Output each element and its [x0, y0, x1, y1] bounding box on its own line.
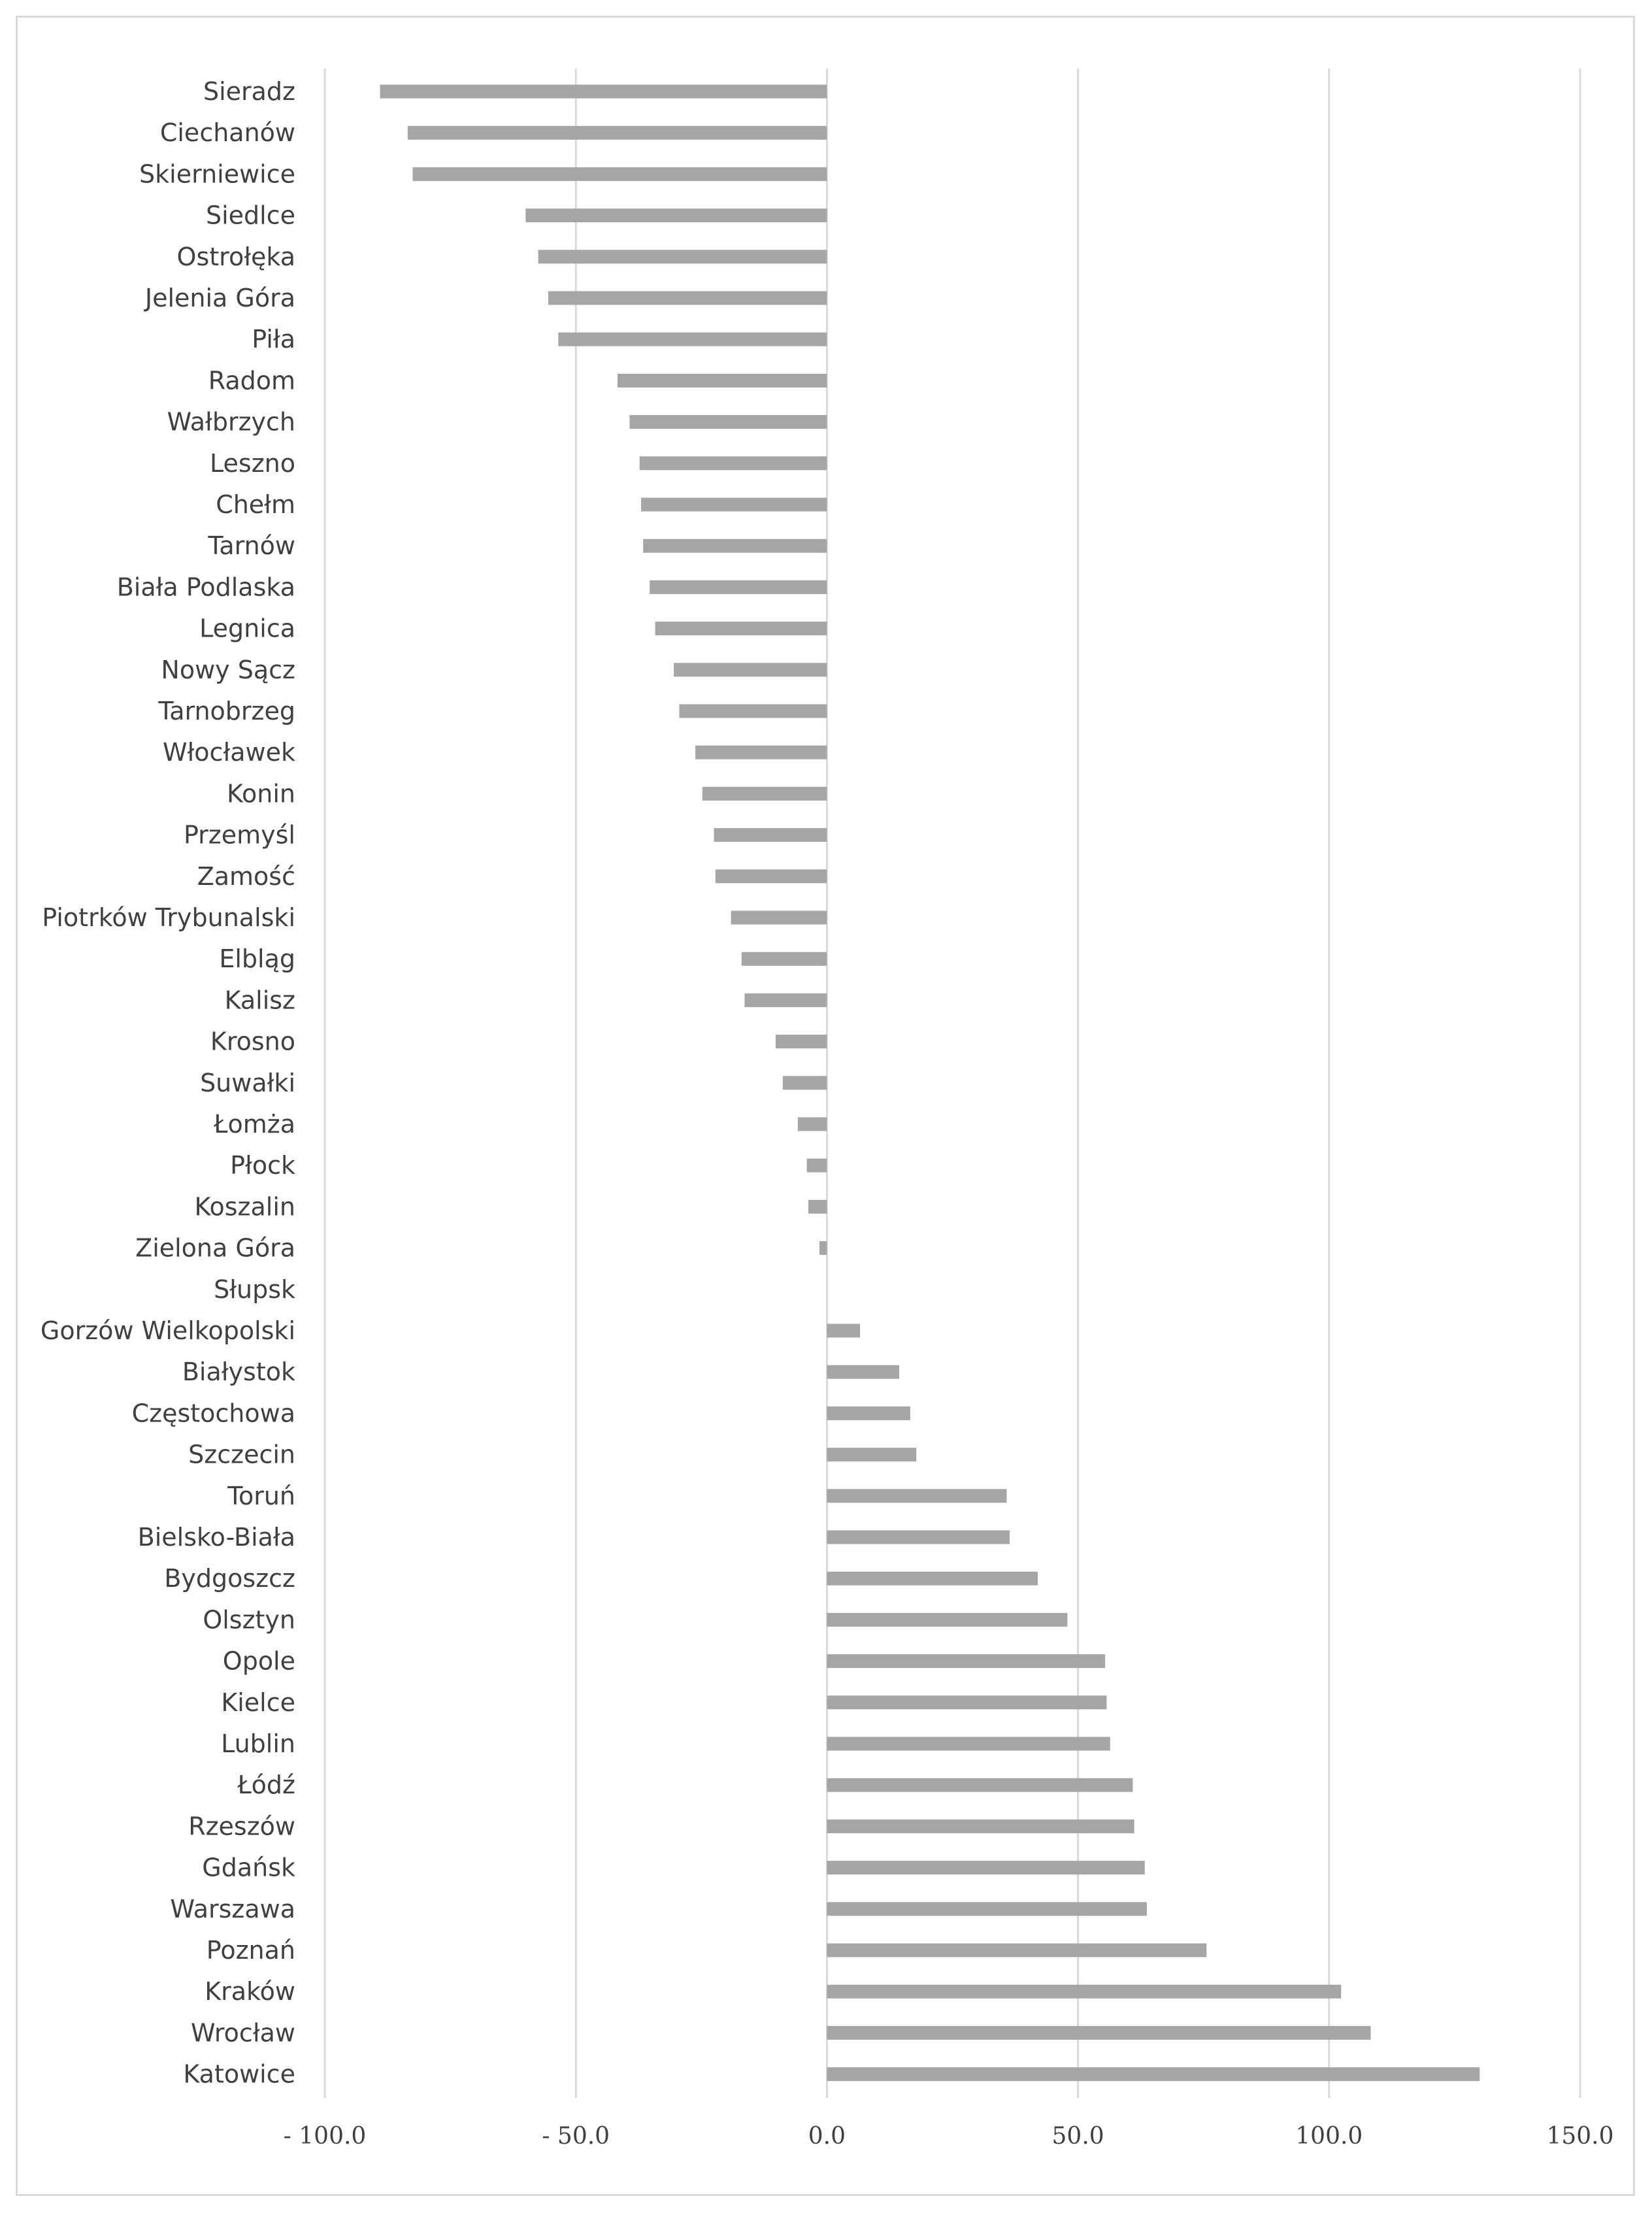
category-label: Rzeszów: [188, 1812, 295, 1841]
bar: [742, 952, 827, 966]
category-label: Radom: [208, 366, 295, 395]
category-label: Piotrków Trybunalski: [42, 903, 295, 932]
bar: [827, 1489, 1006, 1503]
category-label: Suwałki: [200, 1068, 295, 1097]
bar: [702, 787, 827, 801]
x-tick-label: - 50.0: [542, 2123, 610, 2150]
category-label: Zielona Góra: [135, 1233, 295, 1263]
category-label: Katowice: [183, 2059, 295, 2089]
bar: [827, 1531, 1010, 1544]
category-label: Szczecin: [188, 1440, 295, 1469]
category-label: Bielsko-Biała: [137, 1523, 295, 1552]
category-label: Wałbrzych: [167, 407, 295, 437]
category-label: Wrocław: [191, 2018, 295, 2048]
category-label: Siedlce: [205, 201, 295, 230]
x-tick-label: 150.0: [1546, 2123, 1614, 2150]
category-label: Koszalin: [194, 1192, 295, 1222]
bar: [827, 1985, 1341, 1999]
bar: [827, 1572, 1038, 1586]
category-label: Konin: [226, 779, 295, 808]
bar: [640, 456, 827, 470]
category-label: Nowy Sącz: [161, 655, 295, 684]
category-label: Krosno: [210, 1027, 295, 1056]
category-label: Toruń: [227, 1481, 295, 1510]
bar: [827, 1324, 860, 1338]
bar: [679, 705, 827, 718]
bar: [827, 1695, 1106, 1709]
category-label: Tarnów: [208, 531, 295, 561]
category-label: Warszawa: [170, 1894, 295, 1923]
bar: [558, 333, 827, 346]
bar: [408, 126, 827, 140]
bar: [827, 2026, 1370, 2040]
category-label: Lublin: [221, 1729, 295, 1758]
category-label: Słupsk: [214, 1274, 295, 1304]
bar: [827, 1861, 1144, 1874]
bar: [827, 1902, 1146, 1916]
category-label: Ostrołęka: [176, 242, 295, 271]
bar: [827, 1654, 1105, 1668]
category-label: Skierniewice: [139, 159, 295, 189]
category-label: Biała Podlaska: [116, 573, 295, 602]
bar: [380, 85, 827, 99]
bar: [731, 911, 827, 925]
bar: [674, 663, 827, 676]
bar: [827, 1820, 1134, 1833]
category-label: Przemyśl: [183, 820, 295, 850]
category-label: Włocławek: [162, 738, 295, 767]
bar: [827, 2067, 1479, 2081]
category-label: Opole: [222, 1646, 295, 1676]
x-tick-label: 100.0: [1295, 2123, 1363, 2150]
category-label: Poznań: [206, 1936, 295, 1965]
bar: [525, 208, 827, 222]
bar: [412, 167, 827, 181]
bar: [641, 498, 827, 512]
category-label: Bydgoszcz: [164, 1564, 295, 1593]
bar: [827, 1944, 1206, 1957]
bar: [716, 869, 827, 883]
bar: [827, 1448, 916, 1461]
category-label: Elbląg: [219, 944, 295, 974]
category-label: Częstochowa: [131, 1399, 295, 1428]
category-label: Łódź: [237, 1771, 295, 1800]
category-label: Gdańsk: [202, 1853, 295, 1882]
category-label: Ciechanów: [159, 118, 295, 148]
bar: [714, 828, 827, 842]
category-label: Łomża: [214, 1110, 295, 1139]
bar: [695, 746, 827, 759]
x-tick-label: 0.0: [808, 2123, 846, 2150]
category-label: Jelenia Góra: [144, 284, 295, 312]
bar: [819, 1241, 827, 1255]
category-label: Sieradz: [203, 77, 295, 106]
bar: [827, 1778, 1132, 1792]
category-label: Zamość: [197, 861, 295, 891]
bar: [618, 374, 827, 388]
category-label: Piła: [252, 325, 295, 354]
bar: [629, 415, 827, 429]
category-label: Kielce: [221, 1688, 295, 1717]
category-label: Kalisz: [224, 986, 295, 1015]
bar: [827, 1406, 910, 1420]
category-label: Chełm: [216, 490, 295, 519]
x-tick-label: - 100.0: [283, 2123, 367, 2150]
x-tick-label: 50.0: [1051, 2123, 1104, 2150]
category-label: Białystok: [182, 1357, 295, 1387]
category-label: Legnica: [199, 614, 295, 643]
category-label: Kraków: [205, 1977, 295, 2006]
category-label: Gorzów Wielkopolski: [40, 1316, 295, 1345]
bar: [643, 539, 827, 553]
category-label: Olsztyn: [203, 1605, 295, 1635]
bar: [807, 1159, 827, 1173]
bar: [744, 993, 827, 1007]
bar: [808, 1200, 827, 1214]
bar: [798, 1118, 827, 1131]
bar: [827, 1365, 899, 1379]
category-label: Leszno: [210, 448, 295, 478]
bar: [650, 580, 827, 594]
bar: [655, 622, 827, 635]
bar: [783, 1076, 827, 1090]
bar: [827, 1737, 1110, 1751]
bar: [538, 250, 827, 263]
bar: [827, 1613, 1067, 1627]
bar: [776, 1035, 827, 1048]
bar: [548, 291, 827, 305]
category-label: Tarnobrzeg: [158, 697, 295, 725]
category-label: Płock: [230, 1151, 295, 1180]
